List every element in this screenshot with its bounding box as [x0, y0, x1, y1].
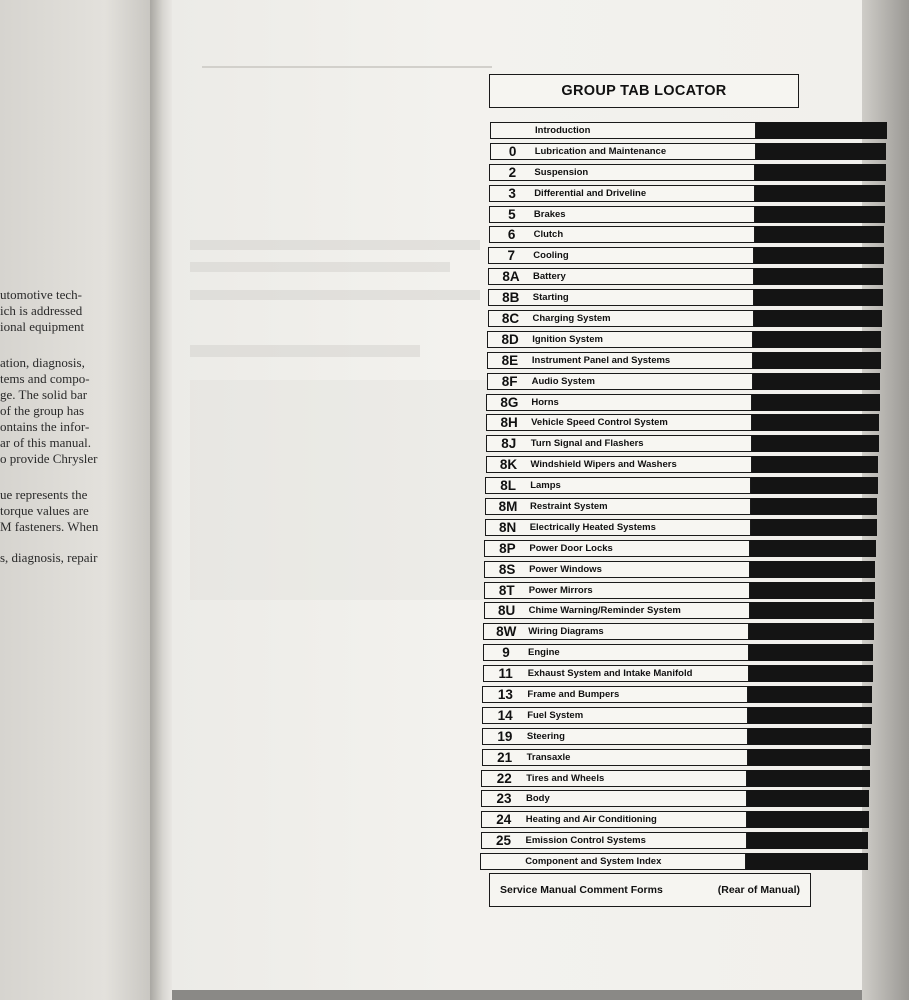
- tab-row[interactable]: [485, 519, 877, 536]
- tab-row[interactable]: [481, 832, 869, 849]
- tab-marker-bar: [754, 247, 883, 264]
- tab-title: Audio System: [531, 375, 595, 387]
- tab-title: Heating and Air Conditioning: [525, 814, 657, 826]
- tab-title: Fuel System: [527, 709, 584, 721]
- tab-label-box: [486, 394, 752, 411]
- tab-label-box: [483, 665, 749, 682]
- tab-number: 8T: [498, 582, 515, 598]
- tab-number: 11: [498, 666, 513, 681]
- tab-row[interactable]: [482, 707, 871, 724]
- tab-marker-bar: [755, 185, 885, 202]
- tab-row[interactable]: [483, 623, 874, 640]
- tab-row[interactable]: [488, 289, 883, 306]
- tab-marker-bar: [749, 644, 873, 661]
- tab-number: 8D: [501, 331, 519, 347]
- tab-label-box: [489, 185, 755, 202]
- tab-label-box: [480, 853, 746, 870]
- ghost-text-block: [190, 262, 450, 272]
- tab-title: Starting: [532, 292, 569, 304]
- tab-label-box: [485, 498, 751, 515]
- tab-marker-bar: [749, 665, 873, 682]
- tab-marker-bar: [750, 561, 875, 578]
- tab-label-box: [484, 582, 750, 599]
- left-page-line: ue represents the: [0, 487, 88, 502]
- tab-label-box: [482, 749, 748, 766]
- tab-number: 19: [497, 728, 513, 744]
- tab-title: Charging System: [532, 313, 611, 324]
- left-page-line: ar of this manual.: [0, 435, 91, 450]
- tab-title: Battery: [533, 271, 566, 283]
- tab-label-box: [490, 143, 756, 160]
- tab-number: 23: [496, 791, 512, 807]
- tab-title: Cooling: [533, 250, 569, 262]
- left-page-line: utomotive tech-: [0, 287, 82, 302]
- tab-marker-bar: [754, 310, 883, 327]
- tab-marker-bar: [752, 435, 879, 452]
- tab-label-box: [481, 770, 747, 787]
- tab-marker-bar: [754, 289, 883, 306]
- tab-marker-bar: [753, 331, 881, 348]
- tab-label-box: [488, 310, 754, 327]
- tab-row[interactable]: [484, 582, 875, 599]
- tab-label-box: [489, 206, 755, 223]
- tab-label-box: [484, 602, 750, 619]
- tab-row[interactable]: [486, 435, 879, 452]
- tab-label-box: [486, 435, 752, 452]
- tab-marker-bar: [746, 853, 868, 870]
- tab-row[interactable]: [482, 686, 872, 703]
- tab-number: 8J: [501, 436, 517, 452]
- tab-label-box: [482, 707, 748, 724]
- ghost-text-block: [190, 290, 480, 300]
- tab-label-box: [487, 373, 753, 390]
- left-page-line: ontains the infor-: [0, 419, 90, 434]
- tab-marker-bar: [747, 770, 870, 787]
- tab-marker-bar: [751, 477, 877, 494]
- tab-label-box: [483, 623, 749, 640]
- tab-number: 8S: [498, 561, 516, 577]
- ghost-text-block: [190, 240, 480, 250]
- tab-row[interactable]: [490, 143, 887, 160]
- tab-number: 8G: [500, 394, 519, 410]
- tab-marker-bar: [751, 519, 877, 536]
- tab-number: 3: [508, 185, 516, 201]
- tab-number: 9: [502, 645, 510, 661]
- tab-number: 5: [508, 206, 516, 222]
- tab-row[interactable]: [489, 226, 885, 243]
- tab-number: 2: [508, 164, 517, 180]
- tab-label-box: [482, 728, 748, 745]
- tab-label-box: [482, 686, 748, 703]
- tab-number: 8F: [501, 373, 518, 389]
- tab-row[interactable]: [486, 394, 880, 411]
- tab-number: 8L: [500, 478, 517, 494]
- tab-row[interactable]: [487, 352, 881, 369]
- tab-marker-bar: [752, 394, 880, 411]
- comment-forms-box: [489, 873, 811, 907]
- tab-number: 8M: [498, 498, 518, 514]
- tab-label-box: [489, 226, 755, 243]
- tab-label-box: [487, 331, 753, 348]
- tab-row[interactable]: [489, 185, 885, 202]
- ghost-text-block: [190, 345, 420, 357]
- tab-label-box: [486, 456, 752, 473]
- left-page-line: tems and compo-: [0, 371, 90, 386]
- tab-marker-bar: [756, 122, 887, 139]
- tab-title: Component and System Index: [525, 856, 662, 867]
- tab-title: Power Windows: [529, 563, 602, 575]
- tab-row[interactable]: [487, 373, 881, 390]
- tab-title: Differential and Driveline: [534, 187, 647, 199]
- tab-marker-bar: [753, 373, 881, 390]
- tab-title: Clutch: [533, 229, 564, 241]
- tab-marker-bar: [749, 623, 874, 640]
- tab-number: 8P: [499, 540, 516, 556]
- tab-marker-bar: [755, 226, 885, 243]
- tab-row[interactable]: [489, 206, 885, 223]
- tab-row[interactable]: [490, 122, 887, 139]
- tab-marker-bar: [752, 456, 879, 473]
- tab-number: 22: [496, 770, 512, 786]
- tab-number: 13: [497, 686, 513, 702]
- tab-title: Restraint System: [530, 500, 608, 512]
- tab-row[interactable]: [487, 331, 881, 348]
- tab-row[interactable]: [480, 853, 868, 870]
- tab-row[interactable]: [483, 644, 873, 661]
- tab-title: Transaxle: [526, 751, 571, 763]
- tab-title: Steering: [526, 730, 565, 742]
- tab-title: Horns: [531, 396, 559, 408]
- tab-title: Introduction: [535, 125, 591, 136]
- tab-row[interactable]: [484, 540, 876, 557]
- tab-title: Turn Signal and Flashers: [530, 438, 644, 450]
- tab-number: 14: [497, 707, 513, 723]
- tab-title: Engine: [528, 647, 560, 659]
- tab-title: Windshield Wipers and Washers: [530, 459, 677, 471]
- tab-title: Frame and Bumpers: [527, 688, 620, 700]
- tab-title: Ignition System: [532, 333, 603, 345]
- tab-row[interactable]: [483, 665, 873, 682]
- tab-marker-bar: [750, 582, 875, 599]
- tab-label-box: [485, 477, 751, 494]
- tab-marker-bar: [748, 686, 872, 703]
- tab-title: Lamps: [530, 480, 561, 492]
- tab-row[interactable]: [484, 602, 875, 619]
- tab-label-box: [481, 811, 747, 828]
- tab-marker-bar: [750, 602, 875, 619]
- ghost-header-rule: [202, 66, 492, 68]
- tab-marker-bar: [753, 352, 881, 369]
- tab-label-box: [481, 832, 747, 849]
- tab-marker-bar: [750, 540, 876, 557]
- left-page-line: ge. The solid bar: [0, 387, 88, 402]
- tab-number: 25: [495, 833, 512, 849]
- tab-marker-bar: [748, 728, 871, 745]
- tab-marker-bar: [752, 414, 879, 431]
- tab-row[interactable]: [488, 268, 883, 285]
- tab-label-box: [487, 352, 753, 369]
- tab-label-box: [485, 519, 751, 536]
- tab-label-box: [488, 247, 754, 264]
- tab-title: Wiring Diagrams: [528, 626, 604, 638]
- left-page-line: ation, diagnosis,: [0, 355, 85, 370]
- tab-number: 8E: [501, 352, 519, 368]
- tab-number: 8C: [501, 311, 520, 326]
- tab-number: 8H: [500, 415, 518, 431]
- tab-number: 0: [508, 143, 517, 159]
- tab-marker-bar: [755, 206, 885, 223]
- tab-label-box: [483, 644, 749, 661]
- tab-row[interactable]: [482, 749, 871, 766]
- tab-marker-bar: [747, 790, 869, 807]
- tab-row[interactable]: [481, 770, 870, 787]
- tab-label-box: [481, 790, 747, 807]
- tab-label-box: [484, 561, 750, 578]
- tab-number: 24: [496, 812, 512, 828]
- tab-marker-bar: [754, 268, 883, 285]
- book-spine: [150, 0, 172, 1000]
- tab-title: Emission Control Systems: [525, 835, 646, 847]
- tab-title: Lubrication and Maintenance: [534, 145, 667, 157]
- comment-forms-location: (Rear of Manual): [717, 884, 800, 896]
- tab-marker-bar: [751, 498, 877, 515]
- tab-title: Suspension: [534, 166, 589, 178]
- tab-marker-bar: [756, 143, 887, 160]
- tab-row[interactable]: [481, 811, 869, 828]
- tab-label-box: [490, 122, 756, 139]
- tab-number: 8K: [499, 457, 518, 473]
- left-page-line: torque values are: [0, 503, 89, 518]
- tab-label-box: [488, 289, 754, 306]
- tab-title: Instrument Panel and Systems: [531, 354, 671, 366]
- tab-title: Power Mirrors: [528, 584, 593, 596]
- left-page-line: s, diagnosis, repair: [0, 550, 98, 565]
- left-page-line: o provide Chrysler: [0, 451, 98, 466]
- group-tab-locator-title: GROUP TAB LOCATOR: [489, 74, 799, 108]
- tab-number: 8U: [497, 603, 516, 619]
- left-page: [0, 0, 150, 1000]
- tab-row[interactable]: [484, 561, 875, 578]
- tab-marker-bar: [748, 707, 871, 724]
- tab-title: Power Door Locks: [529, 542, 613, 554]
- tab-title: Body: [526, 793, 550, 805]
- tab-marker-bar: [747, 811, 869, 828]
- tab-row[interactable]: [482, 728, 871, 745]
- tab-row[interactable]: [481, 790, 869, 807]
- tab-number: 8A: [502, 269, 520, 285]
- tab-title: Electrically Heated Systems: [529, 521, 656, 533]
- tab-number: 21: [497, 749, 513, 765]
- left-page-line: of the group has: [0, 403, 85, 418]
- left-page-line: M fasteners. When: [0, 519, 99, 534]
- tab-row[interactable]: [485, 498, 877, 515]
- tab-number: 8B: [502, 290, 520, 306]
- tab-row[interactable]: [488, 247, 883, 264]
- tab-title: Vehicle Speed Control System: [531, 417, 668, 429]
- ghost-text-block: [190, 380, 490, 600]
- tab-title: Chime Warning/Reminder System: [528, 605, 681, 617]
- tab-row[interactable]: [486, 414, 879, 431]
- tab-row[interactable]: [489, 164, 886, 181]
- tab-number: 6: [507, 227, 516, 243]
- tab-marker-bar: [755, 164, 886, 181]
- tab-row[interactable]: [486, 456, 879, 473]
- tab-title: Exhaust System and Intake Manifold: [527, 668, 693, 679]
- tab-label-box: [484, 540, 750, 557]
- tab-label-box: [486, 414, 752, 431]
- tab-title: Tires and Wheels: [526, 772, 605, 784]
- tab-row[interactable]: [485, 477, 877, 494]
- tab-number: 8N: [499, 519, 517, 535]
- tab-row[interactable]: [488, 310, 883, 327]
- left-page-line: ional equipment: [0, 319, 85, 334]
- left-page-line: ich is addressed: [0, 303, 83, 318]
- tab-number: 7: [507, 248, 516, 264]
- tab-number: 8W: [496, 624, 517, 640]
- comment-forms-label: Service Manual Comment Forms: [500, 884, 663, 896]
- tab-title: Brakes: [533, 208, 566, 220]
- tab-label-box: [488, 268, 754, 285]
- tab-label-box: [489, 164, 755, 181]
- tab-marker-bar: [747, 832, 869, 849]
- tab-marker-bar: [748, 749, 871, 766]
